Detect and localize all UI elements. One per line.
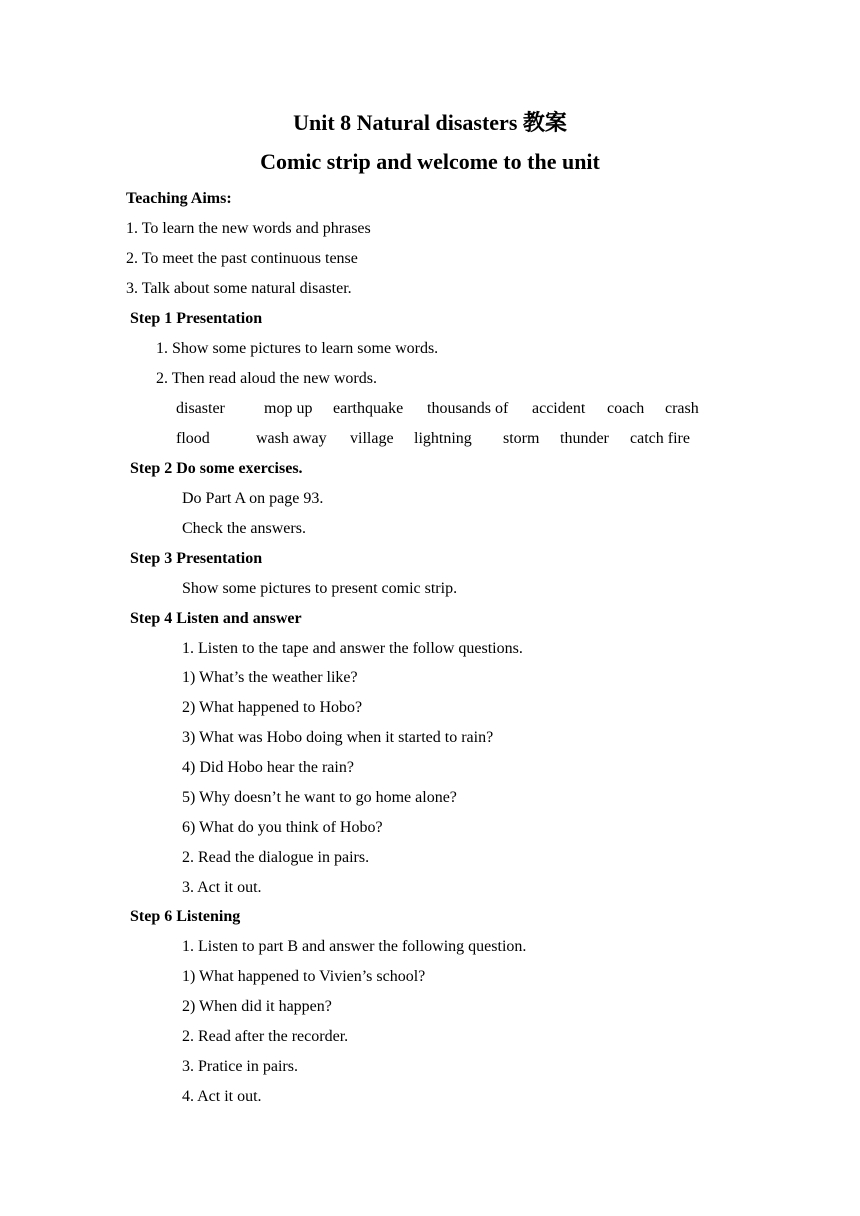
aim-item: 3. Talk about some natural disaster.	[126, 280, 352, 297]
step4-item: 5) Why doesn’t he want to go home alone?	[182, 789, 457, 806]
step6-item: 1) What happened to Vivien’s school?	[182, 968, 426, 985]
step6-item: 2. Read after the recorder.	[182, 1028, 349, 1045]
step4-item: 2) What happened to Hobo?	[182, 699, 363, 716]
vocab-word: disaster	[176, 400, 225, 417]
vocab-word: catch fire	[630, 430, 690, 447]
vocab-word: lightning	[414, 430, 472, 447]
vocab-word: earthquake	[333, 400, 404, 417]
vocab-word: accident	[532, 400, 586, 417]
vocab-word: coach	[607, 400, 645, 417]
vocab-word: thousands of	[427, 400, 509, 417]
document-subtitle: Comic strip and welcome to the unit	[260, 149, 600, 174]
step4-heading: Step 4 Listen and answer	[130, 610, 302, 627]
step3-heading: Step 3 Presentation	[130, 550, 263, 567]
vocab-word: village	[350, 430, 394, 447]
step4-item: 1. Listen to the tape and answer the follow questions.	[182, 640, 523, 657]
step4-item: 3. Act it out.	[182, 879, 262, 896]
step4-item: 3) What was Hobo doing when it started to rain?	[182, 729, 494, 746]
step2-heading: Step 2 Do some exercises.	[130, 460, 303, 477]
vocab-word: storm	[503, 430, 540, 447]
vocab-word: wash away	[256, 430, 327, 447]
aim-item: 1. To learn the new words and phrases	[126, 220, 371, 237]
step6-item: 4. Act it out.	[182, 1088, 262, 1105]
step1-item: 1. Show some pictures to learn some words.	[156, 340, 439, 357]
step4-item: 2. Read the dialogue in pairs.	[182, 849, 370, 866]
document-title: Unit 8 Natural disasters 教案	[293, 110, 567, 135]
step4-item: 4) Did Hobo hear the rain?	[182, 759, 354, 776]
vocab-word: mop up	[264, 400, 313, 417]
step4-item: 1) What’s the weather like?	[182, 669, 358, 686]
step1-item: 2. Then read aloud the new words.	[156, 370, 377, 387]
step6-heading: Step 6 Listening	[130, 908, 241, 925]
step1-heading: Step 1 Presentation	[130, 310, 263, 327]
aims-heading: Teaching Aims:	[126, 190, 232, 207]
vocab-word: flood	[176, 430, 210, 447]
vocab-word: thunder	[560, 430, 609, 447]
step2-item: Do Part A on page 93.	[182, 490, 324, 507]
step6-item: 1. Listen to part B and answer the following question.	[182, 938, 527, 955]
step6-item: 3. Pratice in pairs.	[182, 1058, 298, 1075]
step6-item: 2) When did it happen?	[182, 998, 332, 1015]
step3-item: Show some pictures to present comic strip.	[182, 580, 458, 597]
step2-item: Check the answers.	[182, 520, 306, 537]
aim-item: 2. To meet the past continuous tense	[126, 250, 358, 267]
step4-item: 6) What do you think of Hobo?	[182, 819, 383, 836]
vocab-word: crash	[665, 400, 699, 417]
